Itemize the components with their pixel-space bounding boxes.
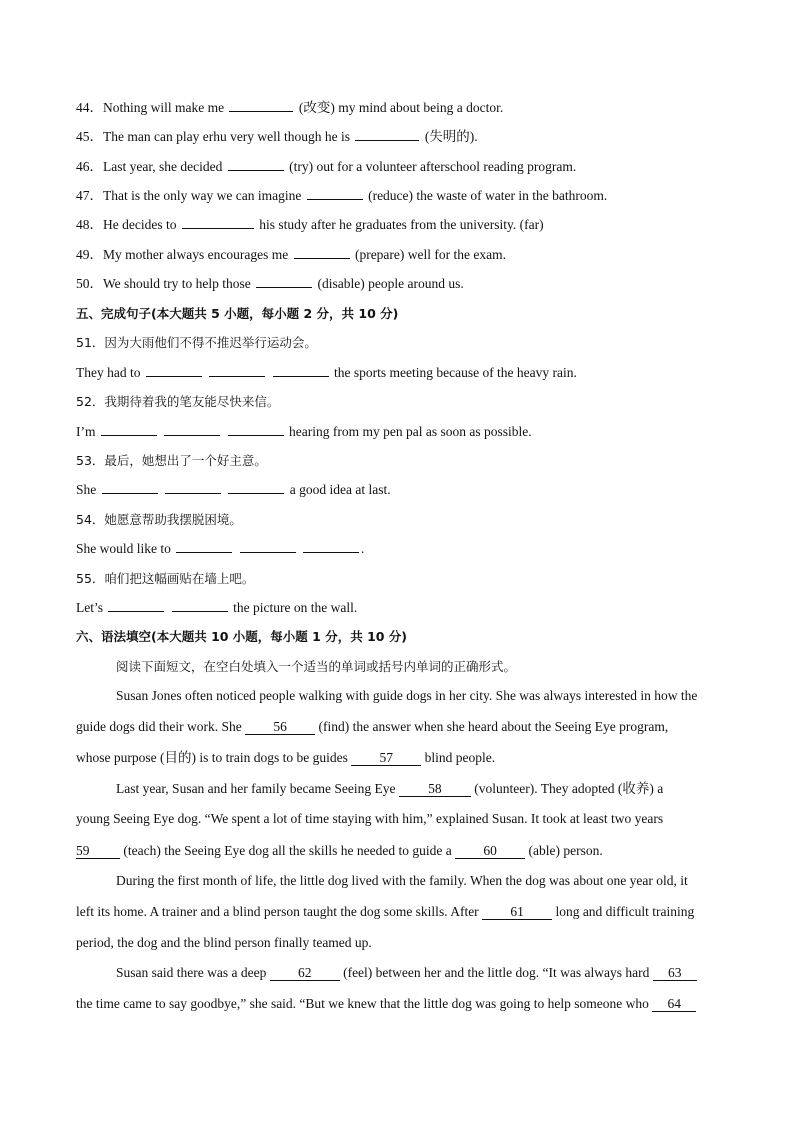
answer-blank[interactable] [172,599,228,612]
answer-blank[interactable] [228,481,284,494]
passage-line: 59 (teach) the Seeing Eye dog all the skills he needed to guide a 60 (able) person. [76,843,603,858]
question-46: 46．Last year, she decided (try) out for a volunteer afterschool reading program. [76,159,577,174]
answer-blank[interactable] [355,128,419,141]
passage-line: period, the dog and the blind person finally teamed up. [76,935,372,950]
question-45: 45．The man can play erhu very well though he is (失明的). [76,129,478,144]
question-52: I’m hearing from my pen pal as soon as possible. [76,424,532,439]
answer-blank[interactable] [165,481,221,494]
answer-blank[interactable] [102,481,158,494]
question-53: She a good idea at last. [76,482,391,497]
question-51: They had to the sports meeting because of the heavy rain. [76,365,577,380]
answer-blank[interactable] [228,423,284,436]
question-54-chinese: 54．她愿意帮助我摆脱困境。 [76,512,242,527]
blank-61[interactable]: 61 [482,905,552,920]
answer-blank[interactable] [101,423,157,436]
answer-blank[interactable] [146,364,202,377]
answer-blank[interactable] [176,540,232,553]
section-6-heading: 六、语法填空(本大题共 10 小题，每小题 1 分，共 10 分) [76,629,408,644]
question-44: 44．Nothing will make me (改变) my mind about being a doctor. [76,100,504,115]
blank-63[interactable]: 63 [653,966,697,981]
answer-blank[interactable] [294,246,350,259]
question-55-chinese: 55．咱们把这幅画贴在墙上吧。 [76,571,255,586]
passage-line: the time came to say goodbye,” she said. “But we knew that the little dog was going to help someone who 64 [76,995,726,1013]
answer-blank[interactable] [240,540,296,553]
question-50: 50．We should try to help those (disable) people around us. [76,276,464,291]
passage-line: Last year, Susan and her family became Seeing Eye 58 (volunteer). They adopted (收养) a [116,781,664,796]
question-55: Let’s the picture on the wall. [76,600,358,615]
answer-blank[interactable] [164,423,220,436]
answer-blank[interactable] [256,275,312,288]
passage-line: guide dogs did their work. She 56 (find) the answer when she heard about the Seeing Eye program, [76,719,669,734]
answer-blank[interactable] [182,216,254,229]
question-48: 48．He decides to his study after he graduates from the university. (far) [76,217,544,232]
question-53-chinese: 53．最后，她想出了一个好主意。 [76,453,267,468]
question-54: She would like to . [76,541,365,556]
blank-62[interactable]: 62 [270,966,340,981]
passage-line: left its home. A trainer and a blind person taught the dog some skills. After 61 long and difficult training [76,904,695,919]
passage-line: Susan Jones often noticed people walking with guide dogs in her city. She was always interested in how the [116,688,698,703]
question-47: 47．That is the only way we can imagine (reduce) the waste of water in the bathroom. [76,188,608,203]
passage-line: young Seeing Eye dog. “We spent a lot of time staying with him,” explained Susan. It took at least two years [76,811,664,826]
blank-56[interactable]: 56 [245,720,315,735]
question-52-chinese: 52．我期待着我的笔友能尽快来信。 [76,394,280,409]
passage-line: During the first month of life, the little dog lived with the family. When the dog was about one year old, it [116,873,688,888]
answer-blank[interactable] [273,364,329,377]
blank-60[interactable]: 60 [455,844,525,859]
passage-line: whose purpose (目的) is to train dogs to be guides 57 blind people. [76,750,496,765]
blank-57[interactable]: 57 [351,751,421,766]
blank-58[interactable]: 58 [399,782,471,797]
answer-blank[interactable] [228,158,284,171]
section-5-heading: 五、完成句子(本大题共 5 小题，每小题 2 分，共 10 分) [76,306,399,321]
answer-blank[interactable] [209,364,265,377]
blank-59[interactable]: 59 [76,844,120,859]
answer-blank[interactable] [307,187,363,200]
passage-line: Susan said there was a deep 62 (feel) between her and the little dog. “It was always hard 63 [116,964,766,982]
section-6-instruction: 阅读下面短文，在空白处填入一个适当的单词或括号内单词的正确形式。 [116,659,517,674]
answer-blank[interactable] [229,99,293,112]
blank-64[interactable]: 64 [652,997,696,1012]
answer-blank[interactable] [303,540,359,553]
question-51-chinese: 51．因为大雨他们不得不推迟举行运动会。 [76,335,317,350]
answer-blank[interactable] [108,599,164,612]
question-49: 49．My mother always encourages me (prepare) well for the exam. [76,247,506,262]
